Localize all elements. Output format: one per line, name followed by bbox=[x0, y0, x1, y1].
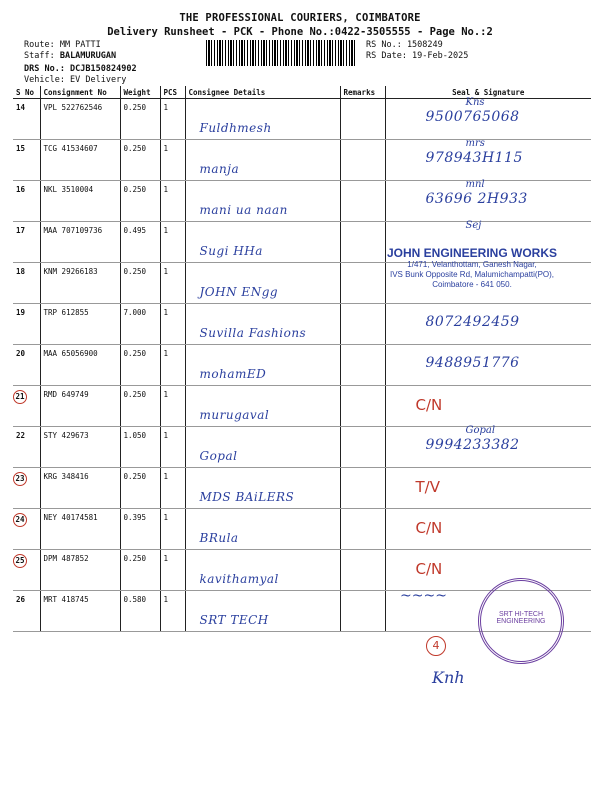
consignment-number: MAA 707109736 bbox=[40, 222, 120, 263]
receiver-phone: 63696 2H933 bbox=[425, 191, 528, 207]
consignment-number: MRT 418745 bbox=[40, 591, 120, 632]
table-header-row bbox=[13, 86, 591, 99]
serial-number: 16 bbox=[16, 185, 26, 194]
serial-number-cell bbox=[13, 591, 40, 632]
rs-date: RS Date: 19-Feb-2025 bbox=[366, 51, 469, 61]
weight-cell: 0.250 bbox=[120, 345, 160, 386]
table-row bbox=[13, 304, 591, 345]
weight-cell: 0.250 bbox=[120, 550, 160, 591]
signature-cell bbox=[385, 345, 591, 386]
consignee-name: Sugi HHa bbox=[199, 244, 263, 258]
receiver-phone: 9488951776 bbox=[425, 355, 520, 371]
remarks-cell bbox=[340, 99, 385, 140]
column-header: PCS bbox=[160, 86, 185, 99]
consignment-number: TCG 41534607 bbox=[40, 140, 120, 181]
consignee-name: kavithamyal bbox=[199, 572, 279, 586]
circled-count-mark: 4 bbox=[426, 636, 446, 656]
consignment-number: MAA 65056900 bbox=[40, 345, 120, 386]
serial-number: 20 bbox=[16, 349, 26, 358]
serial-number: 15 bbox=[16, 144, 26, 153]
remarks-cell bbox=[340, 427, 385, 468]
signature-text: mnl bbox=[465, 179, 485, 190]
consignment-number: KRG 348416 bbox=[40, 468, 120, 509]
company-stamp bbox=[372, 246, 572, 290]
remarks-cell bbox=[340, 345, 385, 386]
serial-number-cell bbox=[13, 222, 40, 263]
consignee-cell bbox=[185, 263, 340, 304]
receiver-phone: 978943H115 bbox=[425, 150, 523, 166]
serial-number: 21 bbox=[13, 390, 27, 404]
serial-number: 24 bbox=[13, 513, 27, 527]
serial-number: 23 bbox=[13, 472, 27, 486]
stamp-company-name: JOHN ENGINEERING WORKS bbox=[386, 246, 557, 260]
stamp-address-line: IVS Bunk Opposite Rd, Malumichampatti(PO), bbox=[389, 270, 555, 279]
pcs-cell: 1 bbox=[160, 222, 185, 263]
remarks-cell bbox=[340, 550, 385, 591]
consignee-name: Fuldhmesh bbox=[199, 121, 272, 135]
pcs-cell: 1 bbox=[160, 304, 185, 345]
pcs-cell: 1 bbox=[160, 427, 185, 468]
serial-number: 19 bbox=[16, 308, 26, 317]
header-left-info bbox=[24, 40, 137, 86]
consignee-cell bbox=[185, 304, 340, 345]
pcs-cell: 1 bbox=[160, 386, 185, 427]
serial-number-cell bbox=[13, 345, 40, 386]
remarks-cell bbox=[340, 591, 385, 632]
consignee-cell bbox=[185, 99, 340, 140]
stamp-address-line: 1/471, Velanthottam, Ganesh Nagar, bbox=[407, 260, 537, 269]
table-row bbox=[13, 468, 591, 509]
signature-text: Sej bbox=[465, 220, 482, 231]
signature-cell bbox=[385, 550, 591, 591]
consignee-name: BRula bbox=[199, 531, 239, 545]
round-stamp-text: SRT HI-TECH ENGINEERING bbox=[496, 611, 546, 625]
weight-cell: 0.250 bbox=[120, 181, 160, 222]
serial-number: 18 bbox=[16, 267, 26, 276]
table-row bbox=[13, 427, 591, 468]
consignee-name: MDS BAiLERS bbox=[199, 490, 295, 504]
serial-number-cell bbox=[13, 263, 40, 304]
signature-text: mrs bbox=[465, 138, 485, 149]
consignee-cell bbox=[185, 509, 340, 550]
signature-cell bbox=[385, 99, 591, 140]
consignee-name: mohamED bbox=[199, 367, 267, 381]
consignee-name: Suvilla Fashions bbox=[199, 326, 307, 340]
staff-name: BALAMURUGAN bbox=[59, 51, 117, 61]
serial-number-cell bbox=[13, 140, 40, 181]
remarks-cell bbox=[340, 509, 385, 550]
remarks-cell bbox=[340, 468, 385, 509]
serial-number: 26 bbox=[16, 595, 26, 604]
final-signature: Knh bbox=[432, 668, 465, 687]
column-header: Weight bbox=[120, 86, 160, 99]
table-row bbox=[13, 181, 591, 222]
signature-text: Kns bbox=[465, 97, 485, 108]
delivery-status-mark: T/V bbox=[415, 478, 440, 496]
serial-number: 17 bbox=[16, 226, 26, 235]
table-row bbox=[13, 345, 591, 386]
weight-cell: 0.495 bbox=[120, 222, 160, 263]
pcs-cell: 1 bbox=[160, 468, 185, 509]
consignment-number: TRP 612855 bbox=[40, 304, 120, 345]
table-row bbox=[13, 509, 591, 550]
consignee-cell bbox=[185, 468, 340, 509]
weight-cell: 0.250 bbox=[120, 99, 160, 140]
vehicle-text: Vehicle: EV Delivery bbox=[24, 75, 127, 85]
consignment-number: VPL 522762546 bbox=[40, 99, 120, 140]
column-header: Remarks bbox=[340, 86, 385, 99]
pcs-cell: 1 bbox=[160, 99, 185, 140]
serial-number: 25 bbox=[13, 554, 27, 568]
serial-number-cell bbox=[13, 550, 40, 591]
pcs-cell: 1 bbox=[160, 345, 185, 386]
handwritten-signature: ~~~~ bbox=[400, 588, 447, 604]
round-seal-stamp bbox=[478, 578, 564, 664]
weight-cell: 0.395 bbox=[120, 509, 160, 550]
pcs-cell: 1 bbox=[160, 140, 185, 181]
consignment-number: DPM 487852 bbox=[40, 550, 120, 591]
remarks-cell bbox=[340, 386, 385, 427]
receiver-phone: 8072492459 bbox=[425, 314, 520, 330]
table-row bbox=[13, 140, 591, 181]
weight-cell: 0.250 bbox=[120, 386, 160, 427]
weight-cell: 7.000 bbox=[120, 304, 160, 345]
stamp-address-line: Coimbatore - 641 050. bbox=[432, 280, 512, 289]
consignee-cell bbox=[185, 386, 340, 427]
staff-line bbox=[24, 51, 137, 62]
serial-number-cell bbox=[13, 181, 40, 222]
receiver-phone: 9994233382 bbox=[425, 437, 520, 453]
pcs-cell: 1 bbox=[160, 263, 185, 304]
serial-number-cell bbox=[13, 427, 40, 468]
serial-number-cell bbox=[13, 509, 40, 550]
remarks-cell bbox=[340, 181, 385, 222]
pcs-cell: 1 bbox=[160, 509, 185, 550]
weight-cell: 1.050 bbox=[120, 427, 160, 468]
consignee-name: JOHN ENgg bbox=[199, 285, 279, 299]
serial-number-cell bbox=[13, 304, 40, 345]
pcs-cell: 1 bbox=[160, 591, 185, 632]
consignee-cell bbox=[185, 222, 340, 263]
serial-number-cell bbox=[13, 99, 40, 140]
weight-cell: 0.580 bbox=[120, 591, 160, 632]
signature-cell bbox=[385, 427, 591, 468]
consignee-name: manja bbox=[199, 162, 240, 176]
column-header: Seal & Signature bbox=[385, 86, 591, 99]
signature-cell bbox=[385, 468, 591, 509]
serial-number: 22 bbox=[16, 431, 26, 440]
consignment-number: KNM 29266183 bbox=[40, 263, 120, 304]
signature-cell bbox=[385, 304, 591, 345]
consignee-cell bbox=[185, 181, 340, 222]
table-row bbox=[13, 99, 591, 140]
runsheet-table bbox=[13, 86, 591, 632]
signature-cell bbox=[385, 509, 591, 550]
rs-number: RS No.: 1508249 bbox=[366, 40, 443, 50]
weight-cell: 0.250 bbox=[120, 263, 160, 304]
consignment-number: STY 429673 bbox=[40, 427, 120, 468]
signature-cell bbox=[385, 386, 591, 427]
column-header: Consignment No bbox=[40, 86, 120, 99]
weight-cell: 0.250 bbox=[120, 468, 160, 509]
receiver-phone: 9500765068 bbox=[425, 109, 520, 125]
consignee-cell bbox=[185, 550, 340, 591]
consignee-cell bbox=[185, 140, 340, 181]
consignment-number: RMD 649749 bbox=[40, 386, 120, 427]
document-title: THE PROFESSIONAL COURIERS, COIMBATORE bbox=[179, 12, 421, 24]
remarks-cell bbox=[340, 140, 385, 181]
consignee-name: mani ua naan bbox=[199, 203, 288, 217]
consignee-name: Gopal bbox=[199, 449, 238, 463]
delivery-status-mark: C/N bbox=[415, 519, 443, 537]
remarks-cell bbox=[340, 304, 385, 345]
signature-cell bbox=[385, 140, 591, 181]
consignment-number: NKL 3510004 bbox=[40, 181, 120, 222]
route-text: Route: MM PATTI bbox=[24, 40, 101, 50]
consignment-number: NEY 40174581 bbox=[40, 509, 120, 550]
delivery-status-mark: C/N bbox=[415, 560, 443, 578]
serial-number-cell bbox=[13, 468, 40, 509]
pcs-cell: 1 bbox=[160, 550, 185, 591]
consignee-cell bbox=[185, 427, 340, 468]
consignee-cell bbox=[185, 345, 340, 386]
consignee-name: SRT TECH bbox=[199, 613, 269, 627]
serial-number: 14 bbox=[16, 103, 26, 112]
delivery-status-mark: C/N bbox=[415, 396, 443, 414]
weight-cell: 0.250 bbox=[120, 140, 160, 181]
table-row bbox=[13, 386, 591, 427]
header-right-info bbox=[366, 40, 468, 62]
pcs-cell: 1 bbox=[160, 181, 185, 222]
staff-label: Staff: bbox=[24, 51, 60, 61]
serial-number-cell bbox=[13, 386, 40, 427]
consignee-name: murugaval bbox=[199, 408, 270, 422]
column-header: S No bbox=[13, 86, 40, 99]
barcode bbox=[206, 40, 356, 66]
signature-text: Gopal bbox=[465, 425, 496, 436]
signature-cell bbox=[385, 181, 591, 222]
column-header: Consignee Details bbox=[185, 86, 340, 99]
table-body bbox=[13, 99, 591, 632]
consignee-cell bbox=[185, 591, 340, 632]
drs-number: DRS No.: DCJB150824902 bbox=[24, 64, 137, 74]
document-subtitle: Delivery Runsheet - PCK - Phone No.:0422-3505555 - Page No.:2 bbox=[107, 26, 493, 38]
